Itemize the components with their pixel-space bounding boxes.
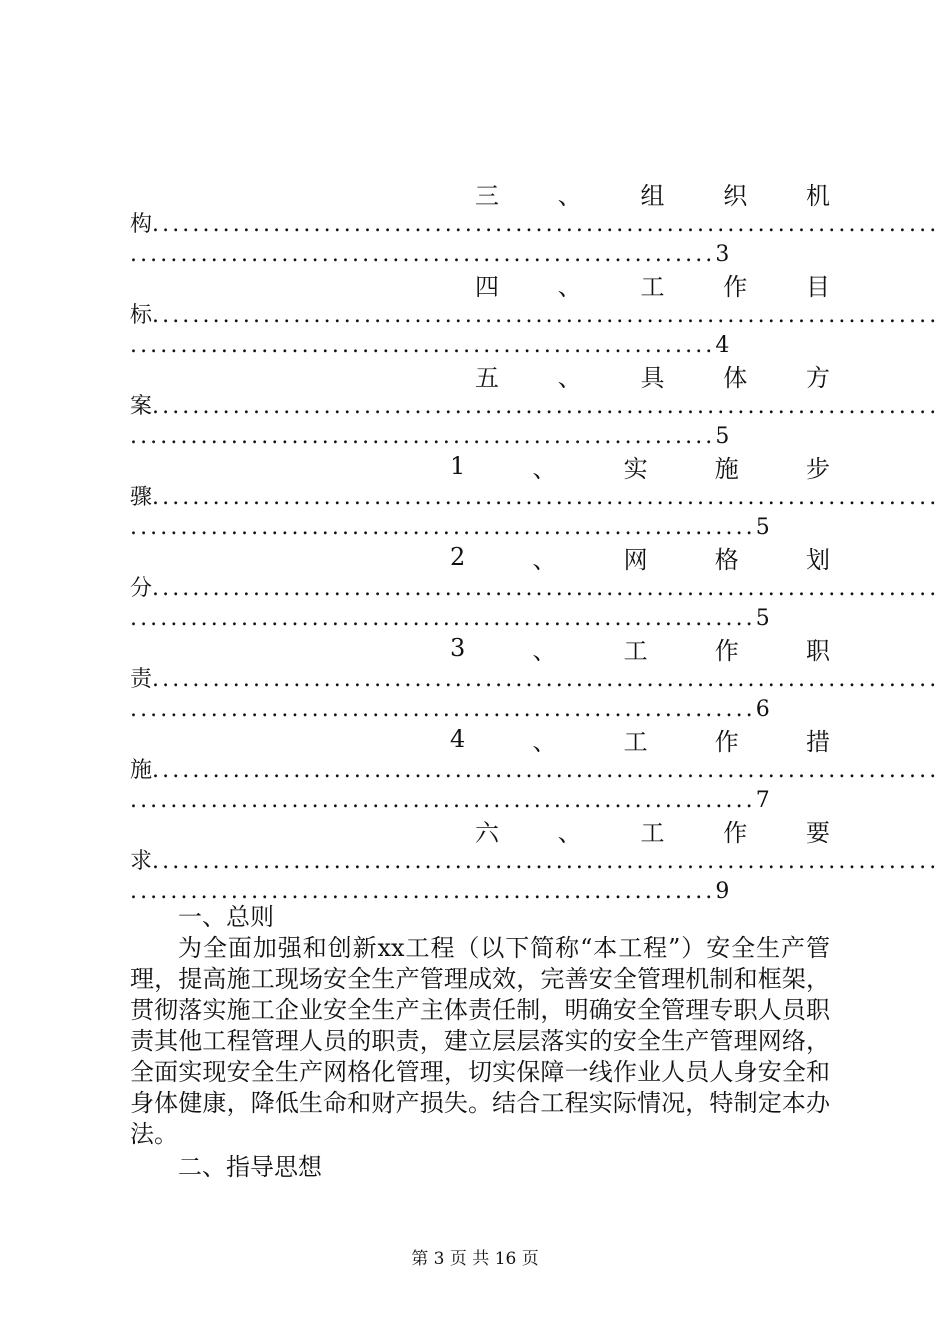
toc-entry [130, 443, 940, 540]
toc-title-char: 划 [805, 545, 830, 574]
toc-title-char: 工 [640, 818, 665, 847]
toc-title-char: 3 [450, 634, 466, 662]
toc-leader-dots: .............................................................................. [152, 849, 940, 874]
toc-leader-dots: .......................................................... [130, 879, 716, 904]
toc-page-number: 5 [755, 606, 770, 631]
toc-title-tail: 分 [130, 576, 153, 601]
toc-title-char: 施 [714, 454, 739, 483]
toc-title-char: 措 [805, 727, 830, 756]
toc-leader-dots: .......................................................... [130, 333, 716, 358]
toc-leader-dots: .............................................................................. [152, 394, 940, 419]
section-body-general: 为全面加强和创新xx工程（以下简称“本工程”）安全生产管理，提高施工现场安全生产管理成效，完善安全管理机制和框架，贯彻落实施工企业安全生产主体责任制，明确安全管理专职人员职责其他工程管理人员的职责，建立层层落实的安全生产管理网络，全面实现安全生产网格化管理，切实保障一线作业人员人身安全和身体健康，降低生命和财产损失。结合工程实际情况，特制定本办法。 [130, 934, 830, 1148]
toc-title-char: 方 [806, 363, 830, 392]
toc-title-char: 实 [623, 454, 648, 483]
toc-title-char: 三 [475, 181, 499, 210]
toc-title-tail: 责 [130, 667, 153, 692]
toc-leader-dots: .............................................................................. [152, 485, 940, 510]
toc-title-char: 4 [450, 725, 466, 753]
table-of-contents [130, 170, 940, 904]
toc-leader-line [130, 665, 940, 695]
toc-page-number: 5 [715, 424, 730, 449]
toc-leader-dots: .......................................................... [130, 424, 716, 449]
toc-leader-dots: .............................................................. [130, 788, 756, 813]
toc-page-number: 4 [715, 333, 730, 358]
toc-leader-line [130, 483, 940, 513]
toc-leader-dots: .............................................................................. [152, 576, 940, 601]
toc-title-char: 格 [714, 545, 739, 574]
section-guiding-thought [130, 1152, 830, 1183]
toc-page-number: 6 [755, 697, 770, 722]
toc-entry [130, 807, 940, 904]
toc-title-char: 织 [723, 181, 748, 210]
toc-entry [130, 534, 940, 631]
toc-title-tail: 构 [130, 212, 153, 237]
toc-title-char: 作 [723, 818, 748, 847]
toc-leader-line [130, 301, 940, 331]
toc-title-char: 机 [806, 181, 830, 210]
toc-title-char: 网 [623, 545, 648, 574]
section-heading-guiding-thought: 二、指导思想 [178, 1153, 322, 1181]
toc-title-char: 要 [806, 818, 830, 847]
toc-page-number: 9 [715, 879, 730, 904]
toc-title-char: 五 [475, 363, 499, 392]
toc-page-number: 7 [755, 788, 770, 813]
toc-leader-line [130, 210, 940, 240]
toc-title-char: 体 [723, 363, 748, 392]
toc-title-char: 职 [805, 636, 830, 665]
toc-title-char: 、 [557, 272, 582, 301]
toc-title-tail: 施 [130, 758, 153, 783]
toc-title-char: 组 [640, 181, 665, 210]
toc-title-char: 工 [640, 272, 665, 301]
toc-leader-dots: .............................................................. [130, 515, 756, 540]
toc-title-char: 工 [623, 636, 648, 665]
toc-title-tail: 求 [130, 849, 153, 874]
toc-title-char: 作 [714, 636, 739, 665]
toc-title-char: 、 [532, 727, 557, 756]
toc-entry [130, 352, 940, 449]
toc-title-char: 1 [450, 452, 466, 480]
toc-title-char: 、 [532, 636, 557, 665]
toc-leader-dots: .............................................................................. [152, 667, 940, 692]
toc-leader-dots: .............................................................. [130, 606, 756, 631]
toc-leader-dots: .............................................................. [130, 697, 756, 722]
toc-title-tail: 案 [130, 394, 153, 419]
toc-title-char: 具 [640, 363, 665, 392]
toc-title-char: 四 [475, 272, 499, 301]
toc-title-char: 工 [623, 727, 648, 756]
toc-title-char: 作 [714, 727, 739, 756]
toc-leader-dots: .......................................................... [130, 242, 716, 267]
toc-leader-line [130, 847, 940, 877]
toc-leader-line [130, 574, 940, 604]
toc-entry [130, 170, 940, 267]
toc-leader-dots: .............................................................................. [152, 758, 940, 783]
toc-title-char: 、 [532, 454, 557, 483]
toc-entry [130, 261, 940, 358]
toc-title-char: 2 [450, 543, 466, 571]
toc-title-tail: 标 [130, 303, 153, 328]
toc-entry [130, 716, 940, 813]
section-general [130, 902, 830, 1150]
toc-title-char: 目 [806, 272, 830, 301]
toc-title-char: 、 [557, 181, 582, 210]
toc-leader-line [130, 756, 940, 786]
page-footer: 第 3 页 共 16 页 [411, 1249, 539, 1269]
toc-title-char: 六 [475, 818, 499, 847]
toc-title-tail: 骤 [130, 485, 153, 510]
toc-title-char: 、 [532, 545, 557, 574]
toc-title-char: 、 [557, 363, 582, 392]
toc-page-number: 5 [755, 515, 770, 540]
section-heading-general: 一、总则 [178, 903, 274, 931]
toc-leader-dots: .............................................................................. [152, 212, 940, 237]
toc-title-char: 步 [805, 454, 830, 483]
toc-title-char: 、 [557, 818, 582, 847]
toc-title-char: 作 [723, 272, 748, 301]
toc-entry [130, 625, 940, 722]
toc-leader-dots: .............................................................................. [152, 303, 940, 328]
toc-page-number: 3 [715, 242, 730, 267]
toc-leader-line [130, 392, 940, 422]
